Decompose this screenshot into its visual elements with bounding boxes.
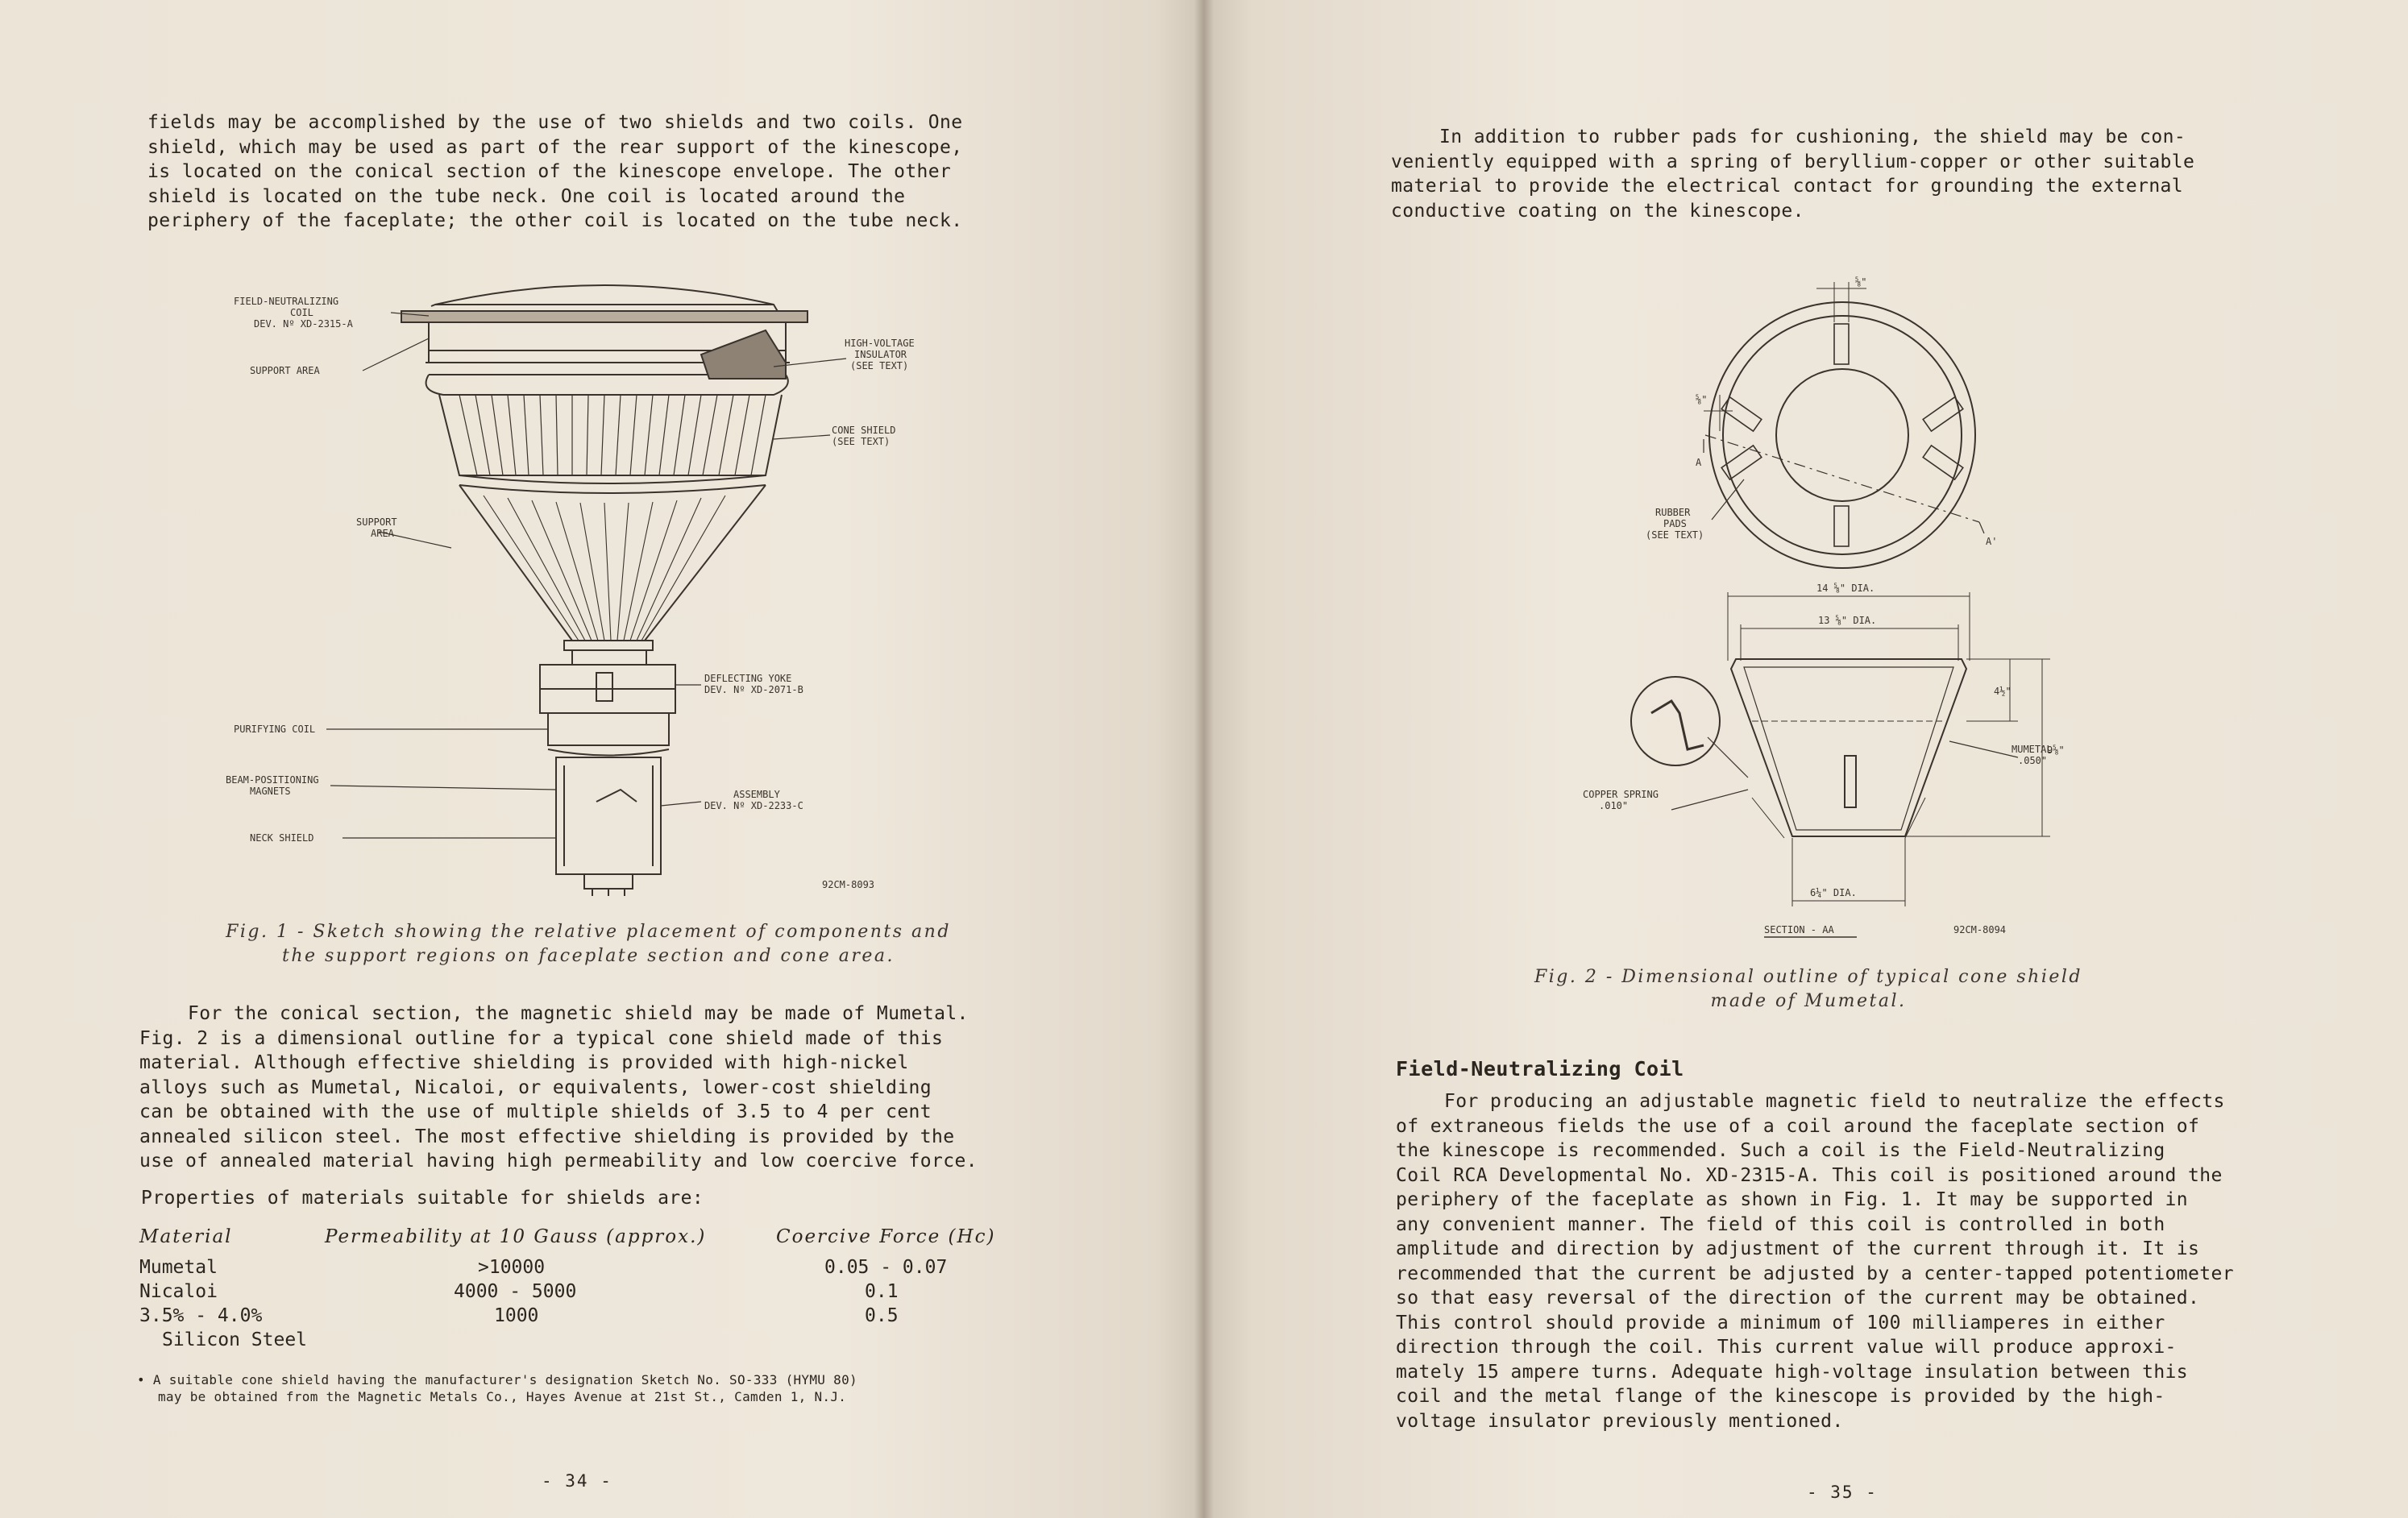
label-assembly: ASSEMBLY	[733, 789, 780, 800]
table-header-row	[139, 1226, 1018, 1255]
text-line: shield is located on the tube neck. One coil is located around the	[147, 185, 906, 207]
table-cell: >10000	[478, 1257, 546, 1278]
section-marker-a-prime: A'	[1986, 536, 1998, 547]
figure-2-caption	[1446, 965, 2171, 1014]
footnote-line: may be obtained from the Magnetic Metals Co., Hayes Avenue at 21st St., Camden 1, N.J.	[158, 1389, 847, 1404]
dim-total-height: 9⅝"	[2047, 744, 2065, 756]
text-line: recommended that the current be adjusted by a center-tapped potentiometer	[1396, 1263, 2235, 1284]
table-cell: 3.5% - 4.0%	[139, 1305, 263, 1326]
table-cell: 0.5	[865, 1305, 899, 1326]
caption-line: Fig. 2 - Dimensional outline of typical cone shield	[1534, 967, 2083, 987]
table-header: Coercive Force (Hc)	[776, 1226, 996, 1247]
dim-upper-height: 4½"	[1994, 686, 2012, 697]
figure-2-cone-shield-outline	[1583, 274, 2066, 943]
caption-line: the support regions on faceplate section and cone area.	[282, 946, 895, 966]
page-number: - 35 -	[1807, 1483, 1878, 1502]
table-header: Material	[139, 1226, 233, 1247]
label-copper-spring: .010"	[1599, 800, 1629, 811]
text-line: mately 15 ampere turns. Adequate high-voltage insulation between this	[1396, 1361, 2189, 1383]
dim-inner-diameter: 13 ⅝" DIA.	[1818, 615, 1877, 626]
table-cell: Mumetal	[139, 1257, 218, 1278]
materials-table	[139, 1226, 1018, 1352]
section-heading: Field-Neutralizing Coil	[1396, 1057, 1684, 1080]
figure-1-drawing	[218, 274, 943, 902]
table-row	[139, 1255, 1018, 1280]
table-cell: 0.05 - 0.07	[824, 1257, 948, 1278]
text-line: For the conical section, the magnetic shield may be made of Mumetal.	[188, 1003, 969, 1024]
label-purifying-coil: PURIFYING COIL	[234, 724, 316, 735]
text-line: of extraneous fields the use of a coil around the faceplate section of	[1396, 1115, 2200, 1137]
label-cone-shield: (SEE TEXT)	[832, 436, 891, 447]
text-line: use of annealed material having high permeability and low coercive force.	[139, 1151, 978, 1172]
label-beam-magnets: MAGNETS	[250, 786, 291, 797]
table-cell: Silicon Steel	[162, 1329, 308, 1350]
label-support-area-mid: SUPPORT	[356, 516, 397, 528]
left-intro-paragraph	[147, 110, 1019, 234]
drawing-code: 92CM-8093	[822, 879, 875, 890]
label-support-area: SUPPORT AREA	[250, 365, 320, 376]
section-marker-a: A	[1696, 457, 1702, 468]
table-row	[139, 1280, 1018, 1304]
text-line: periphery of the faceplate; the other coil is located on the tube neck.	[147, 210, 963, 231]
text-line: veniently equipped with a spring of beryllium-copper or other suitable	[1391, 151, 2195, 172]
label-rubber-pads: (SEE TEXT)	[1646, 529, 1704, 541]
footnote-line	[137, 1371, 1015, 1388]
text-line: amplitude and direction by adjustment of the current through it. It is	[1396, 1238, 2200, 1259]
table-cell: 0.1	[865, 1281, 899, 1302]
label-deflecting-yoke: DEV. Nº XD-2071-B	[704, 684, 803, 695]
dim-outer-diameter: 14 ⅝" DIA.	[1816, 583, 1875, 594]
table-row	[139, 1328, 1018, 1352]
text-line: the kinescope is recommended. Such a coil is the Field-Neutralizing	[1396, 1140, 2165, 1161]
drawing-code: 92CM-8094	[1953, 924, 2007, 935]
right-intro-paragraph	[1391, 125, 2255, 223]
table-cell: 4000 - 5000	[454, 1281, 577, 1302]
page-number: - 34 -	[542, 1471, 612, 1491]
label-rubber-pads: RUBBER	[1655, 507, 1691, 518]
figure-2-drawing	[1583, 274, 2066, 943]
footnote-marker: •	[137, 1372, 153, 1387]
label-hv-insulator: HIGH-VOLTAGE	[845, 338, 915, 349]
book-gutter	[1194, 0, 1214, 1518]
label-hv-insulator: (SEE TEXT)	[850, 360, 909, 371]
table-cell: Nicaloi	[139, 1281, 218, 1302]
label-mumetal: .050"	[2018, 755, 2048, 766]
label-mumetal: MUMETAL	[2012, 744, 2053, 755]
footnote-text: A suitable cone shield having the manufacturer's designation Sketch No. SO-333 (HYMU 80)	[152, 1372, 857, 1387]
table-cell: 1000	[494, 1305, 539, 1326]
table-cell	[776, 1328, 1018, 1352]
text-line: Coil RCA Developmental No. XD-2315-A. This coil is positioned around the	[1396, 1164, 2223, 1186]
figure-1-caption	[161, 920, 1015, 968]
text-line: voltage insulator previously mentioned.	[1396, 1410, 1844, 1432]
label-cone-shield: CONE SHIELD	[832, 425, 896, 436]
label-field-coil: FIELD-NEUTRALIZING	[234, 296, 339, 307]
text-line: any convenient manner. The field of this coil is controlled in both	[1396, 1213, 2165, 1235]
text-line: alloys such as Mumetal, Nicaloi, or equivalents, lower-cost shielding	[139, 1076, 932, 1098]
label-copper-spring: COPPER SPRING	[1583, 789, 1659, 800]
label-neck-shield: NECK SHIELD	[250, 832, 314, 844]
label-support-area-mid: AREA	[371, 528, 394, 539]
label-beam-magnets: BEAM-POSITIONING	[226, 774, 319, 786]
text-line: fields may be accomplished by the use of two shields and two coils. One	[147, 112, 963, 133]
table-header: Permeability at 10 Gauss (approx.)	[325, 1226, 707, 1247]
text-line: direction through the coil. This current value will produce approxi-	[1396, 1337, 2177, 1358]
text-line: For producing an adjustable magnetic field to neutralize the effects	[1444, 1091, 2225, 1112]
label-section-aa: SECTION - AA	[1764, 924, 1834, 935]
left-body-paragraph	[139, 1002, 1014, 1174]
right-body-paragraph	[1396, 1089, 2260, 1433]
table-cell	[325, 1328, 776, 1352]
label-rubber-pads: PADS	[1663, 518, 1687, 529]
text-line: In addition to rubber pads for cushioning, the shield may be con-	[1439, 126, 2186, 147]
text-line: can be obtained with the use of multiple shields of 3.5 to 4 per cent	[139, 1101, 932, 1122]
properties-intro: Properties of materials suitable for shields are:	[141, 1188, 704, 1209]
label-deflecting-yoke: DEFLECTING YOKE	[704, 673, 792, 684]
label-hv-insulator: INSULATOR	[854, 349, 907, 360]
dim-side: ⅝"	[1696, 394, 1708, 405]
text-line: This control should provide a minimum of 100 milliamperes in either	[1396, 1312, 2165, 1333]
label-field-coil: DEV. Nº XD-2315-A	[254, 318, 353, 330]
label-field-coil: COIL	[290, 307, 313, 318]
text-line: material. Although effective shielding is provided with high-nickel	[139, 1052, 909, 1073]
page-35	[1204, 0, 2408, 1518]
text-line: periphery of the faceplate as shown in Fig. 1. It may be supported in	[1396, 1189, 2189, 1210]
table-row	[139, 1304, 1018, 1328]
text-line: annealed silicon steel. The most effective shielding is provided by the	[139, 1126, 955, 1147]
caption-line: Fig. 1 - Sketch showing the relative placement of components and	[226, 922, 951, 942]
dim-bottom-diameter: 6¼" DIA.	[1810, 887, 1857, 898]
text-line: Fig. 2 is a dimensional outline for a typical cone shield made of this	[139, 1027, 944, 1049]
text-line: shield, which may be used as part of the rear support of the kinescope,	[147, 136, 963, 158]
text-line: coil and the metal flange of the kinescope is provided by the high-	[1396, 1386, 2165, 1407]
text-line: material to provide the electrical contact for grounding the external	[1391, 176, 2184, 197]
text-line: so that easy reversal of the direction of the current may be obtained.	[1396, 1288, 2200, 1309]
label-assembly: DEV. Nº XD-2233-C	[704, 800, 803, 811]
caption-line: made of Mumetal.	[1710, 991, 1907, 1011]
footnote	[137, 1371, 1015, 1405]
text-line: is located on the conical section of the kinescope envelope. The other	[147, 161, 952, 182]
dim-top: ⅝"	[1855, 276, 1867, 288]
figure-1-kinescope-sketch	[218, 274, 943, 902]
text-line: conductive coating on the kinescope.	[1391, 200, 1804, 222]
